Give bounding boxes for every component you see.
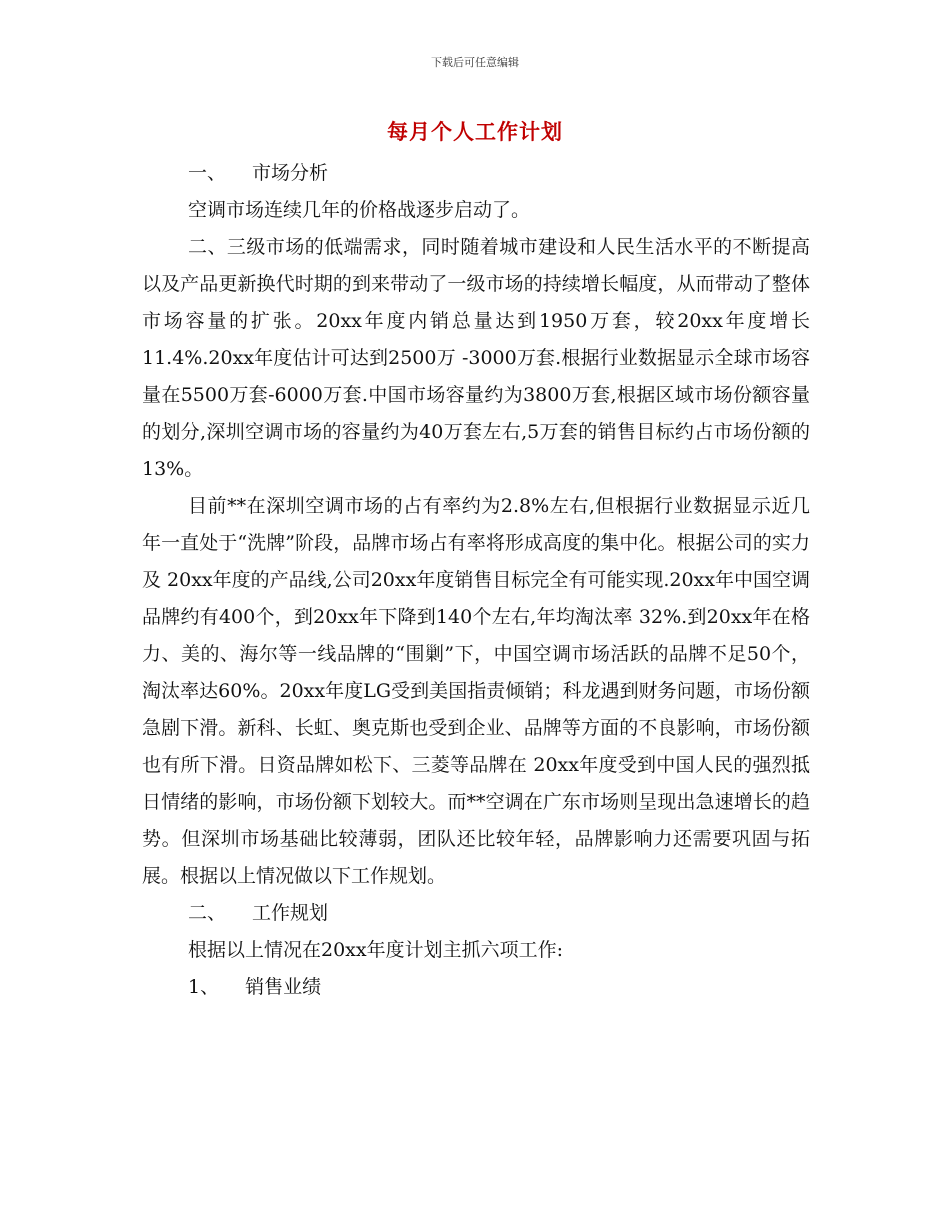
section-title: 市场分析 [252,162,329,184]
paragraph: 目前**在深圳空调市场的占有率约为2.8%左右,但根据行业数据显示近几年一直处于“洗牌”阶段，品牌市场占有率将形成高度的集中化。根据公司的实力及 20xx年度的产品线,公司20xx年度销售目标完全有可能实现.20xx年中国空调品牌约有400个，到20xx年下降到140个左右,年均淘汰率 32%.到20xx年在格力、美的、海尔等一线品牌的“围剿”下，中国空调市场活跃的品牌不足50个，淘汰率达60%。20xx年度LG受到美国指责倾销；科龙遇到财务问题，市场份额急剧下滑。新科、长虹、奥克斯也受到企业、品牌等方面的不良影响，市场份额也有所下滑。日资品牌如松下、三菱等品牌在 20xx年度受到中国人民的强烈抵日情绪的影响，市场份额下划较大。而**空调在广东市场则呈现出急速增长的趋势。但深圳市场基础比较薄弱，团队还比较年轻，品牌影响力还需要巩固与拓展。根据以上情况做以下工作规划。 [142,495,810,887]
item-title: 销售业绩 [245,976,322,998]
section-heading-market-analysis [142,155,810,192]
section-number: 二、 [188,902,227,924]
document-body [142,155,810,1006]
paragraph: 根据以上情况在20xx年度计划主抓六项工作: [188,939,564,961]
section-title: 工作规划 [252,902,329,924]
section-number: 一、 [188,162,227,184]
section-heading-work-plan [142,895,810,932]
paragraph: 二、三级市场的低端需求，同时随着城市建设和人民生活水平的不断提高以及产品更新换代时期的到来带动了一级市场的持续增长幅度，从而带动了整体市场容量的扩张。20xx年度内销总量达到1950万套，较20xx年度增长11.4%.20xx年度估计可达到2500万 -3000万套.根据行业数据显示全球市场容量在5500万套-6000万套.中国市场容量约为3800万套,根据区域市场份额容量的划分,深圳空调市场的容量约为40万套左右,5万套的销售目标约占市场份额的13%。 [142,236,810,480]
header-note: 下载后可任意编辑 [431,56,519,69]
paragraph: 空调市场连续几年的价格战逐步启动了。 [188,199,531,221]
document-title: 每月个人工作计划 [387,120,563,144]
item-number: 1、 [188,976,220,998]
list-item-heading-sales [142,969,810,1006]
